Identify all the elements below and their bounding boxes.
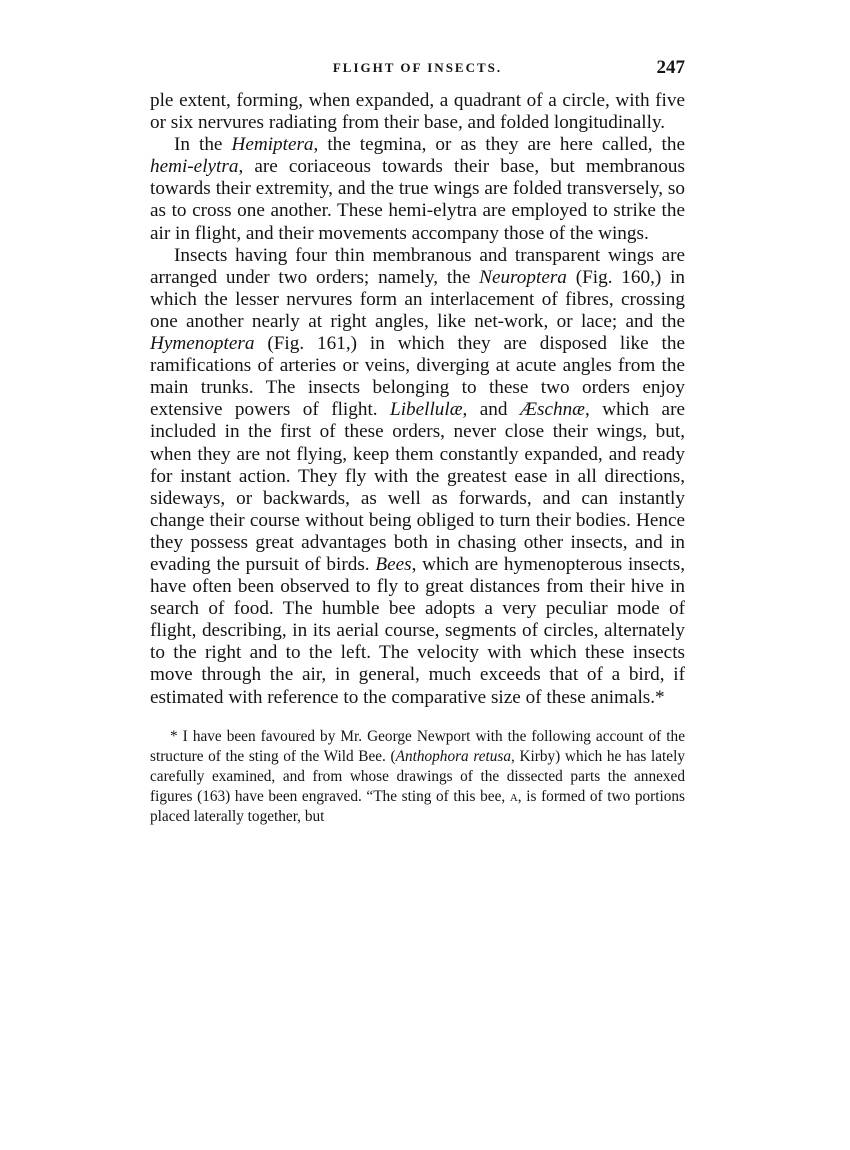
italic-term: hemi-elytra — [150, 156, 239, 178]
italic-term: Neuroptera — [479, 266, 567, 288]
book-page — [150, 58, 685, 828]
text-run: , which are included in the first of these orders, never close their wings, but, when they are not flying, keep them constantly expanded, and ready for instant action. They fly with the greatest ease in all directions, sideways, or backwards, as well as forwards, and can instantly change their course without being obliged to turn their bodies. Hence they possess great advantages both in chasing other insects, and in evading the pursuit of birds. — [150, 399, 685, 575]
running-head — [150, 58, 685, 84]
text-run: , and — [462, 399, 520, 421]
text-run: ple extent, forming, when expanded, a quadrant of a circle, with five or six nervures radiating from their base, and folded longitudinally. — [150, 90, 685, 134]
paragraph-2 — [150, 134, 685, 244]
italic-term: Bees — [375, 553, 412, 575]
text-run: In the — [174, 134, 232, 156]
text-run: , are coriaceous towards their base, but membranous towards their extremity, and the true wings are folded transversely, so as to cross one another. These hemi-elytra are employed to strike the air in flight, and their movements accompany those of the wings. — [150, 156, 685, 244]
italic-term: Hymenoptera — [150, 333, 255, 355]
footnote — [150, 727, 685, 828]
italic-term: Æschnæ — [519, 399, 585, 421]
italic-term: Anthophora retusa — [395, 747, 512, 765]
paragraph-3 — [150, 245, 685, 709]
text-run: * I have been favoured by Mr. George Newport with the following account of the structure of the sting of the Wild Bee. ( — [150, 727, 685, 765]
figure-letter: a — [509, 788, 518, 806]
text-run: , the tegmina, or as they are here called, the — [313, 134, 685, 156]
running-title: FLIGHT OF INSECTS. — [332, 60, 503, 75]
text-run: Insects having four thin membranous and transparent wings are arranged under two orders; namely, the — [150, 244, 685, 288]
text-run: , is formed of two portions placed laterally together, but — [150, 788, 685, 826]
text-run: , Kirby) which he has lately carefully examined, and from whose drawings of the dissected parts the annexed figures (163) have been engraved. “The sting of this bee, — [150, 747, 685, 806]
text-run: (Fig. 161,) in which they are disposed like the ramifications of arteries or veins, diverging at acute angles from the main trunks. The insects belonging to these two orders enjoy extensive powers of flight. — [150, 333, 685, 421]
italic-term: Hemiptera — [231, 134, 314, 156]
footnote-paragraph — [150, 727, 685, 828]
body-text — [150, 90, 685, 709]
text-run: , which are hymenopterous insects, have often been observed to fly to great distances from their hive in search of food. The humble bee adopts a very peculiar mode of flight, describing, in its aerial course, segments of circles, alternately to the right and to the left. The velocity with which these insects move through the air, in general, much exceeds that of a bird, if estimated with reference to the comparative size of these animals.* — [150, 553, 685, 708]
italic-term: Libellulæ — [390, 399, 463, 421]
text-run: (Fig. 160,) in which the lesser nervures form an interlacement of fibres, crossing one another nearly at right angles, like net-work, or lace; and the — [150, 266, 685, 332]
paragraph-1 — [150, 90, 685, 134]
page-number: 247 — [656, 57, 685, 78]
